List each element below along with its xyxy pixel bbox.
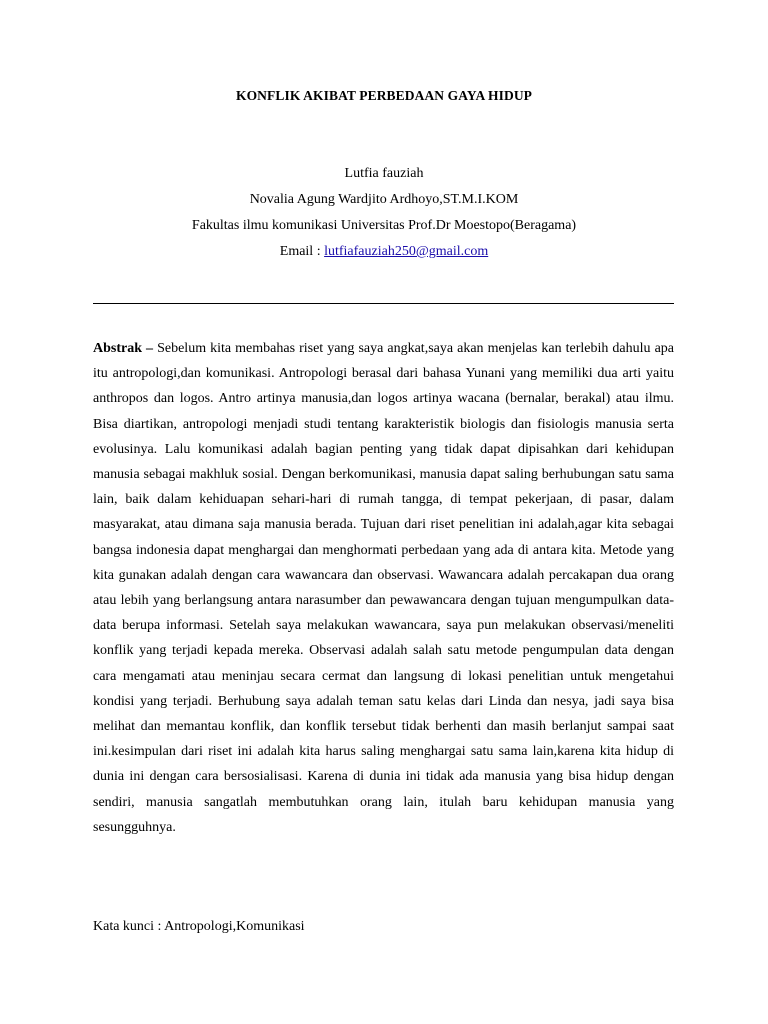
paper-title: KONFLIK AKIBAT PERBEDAAN GAYA HIDUP [235,88,533,103]
abstract-paragraph [93,336,674,840]
keywords-line: Kata kunci : Antropologi,Komunikasi [93,919,305,934]
supervisor-name: Novalia Agung Wardjito Ardhoyo,ST.M.I.KOM [249,192,519,207]
abstract-label: Abstrak [93,341,143,356]
email-line [0,239,768,265]
affiliation: Fakultas ilmu komunikasi Universitas Prof.Dr Moestopo(Beragama) [191,218,577,233]
author-name: Lutfia fauziah [344,166,424,181]
author-block [0,161,768,265]
email-label: Email : [279,244,325,259]
email-link[interactable]: lutfiafauziah250@gmail.com [324,244,489,259]
section-divider [93,303,674,304]
abstract-body: Sebelum kita membahas riset yang saya angkat,saya akan menjelas kan terlebih dahulu apa itu antropologi,dan komunikasi. Antropologi berasal dari bahasa Yunani yang memiliki dua arti yaitu anthropos dan logos. Antro artinya manusia,dan logos artinya wacana (bernalar, berakal) atau ilmu. Bisa diartikan, antropologi menjadi studi tentang karakteristik biologis dan fisiologis manusia serta evolusinya. Lalu komunikasi adalah bagian penting yang tidak dapat dipisahkan dari kehidupan manusia sebagai makhluk sosial. Dengan berkomunikasi, manusia dapat saling berhubungan satu sama lain, baik dalam kehiduapan sehari-hari di rumah tangga, di tempat pekerjaan, di pasar, dalam masyarakat, atau dimana saja manusia berada. Tujuan dari riset penelitian ini adalah,agar kita sebagai bangsa indonesia dapat menghargai dan menghormati perbedaan yang ada di antara kita. Metode yang kita gunakan adalah dengan cara wawancara dan observasi. Wawancara adalah percakapan dua orang atau lebih yang berlangsung antara narasumber dan pewawancara dengan tujuan mengumpulkan data-data berupa informasi. Setelah saya melakukan wawancara, saya pun melakukan observasi/meneliti konflik yang terjadi kepada mereka. Observasi adalah salah satu metode pengumpulan data dengan cara mengamati atau meninjau secara cermat dan langsung di lokasi penelitian untuk mengetahui kondisi yang terjadi. Berhubung saya adalah teman satu kelas dari Linda dan nesya, jadi saya bisa melihat dan memantau konflik, dan konflik tersebut tidak berhenti dan masih berlanjut sampai saat ini.kesimpulan dari riset ini adalah kita harus saling menghargai satu sama lain,karena kita hidup di dunia ini dengan cara bersosialisasi. Karena di dunia ini tidak ada manusia yang bisa hidup dengan sendiri, manusia sangatlah membutuhkan orang lain, itulah baru kehidupan manusia yang sesungguhnya. [93,341,674,835]
abstract-separator: – [142,341,158,356]
